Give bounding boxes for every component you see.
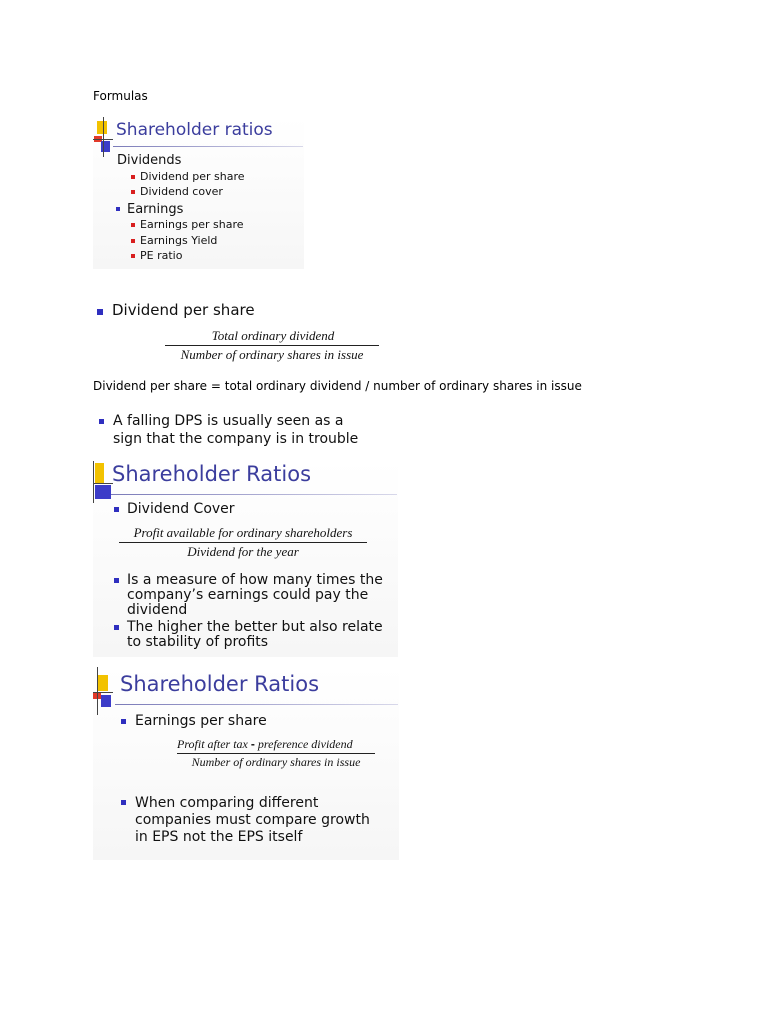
formula-numerator	[177, 737, 353, 752]
bullet-blue	[114, 625, 119, 630]
list-item-dividend-per-share: Dividend per share	[140, 170, 245, 183]
text-line: Is a measure of how many times the	[127, 572, 383, 588]
title-rule	[113, 146, 303, 147]
earnings-label: Earnings	[127, 202, 184, 217]
list-item-pe-ratio: PE ratio	[140, 249, 183, 262]
text-line: The higher the better but also relate	[127, 619, 383, 635]
formula-numerator: Profit available for ordinary shareholders	[133, 525, 353, 540]
slide-falling-dps	[93, 410, 373, 452]
doc-heading: Formulas	[93, 89, 148, 103]
formula-heading: Earnings per share	[135, 713, 267, 729]
bullet-blue	[99, 419, 104, 424]
list-item-earnings-per-share: Earnings per share	[140, 218, 244, 231]
text-line: company’s earnings could pay the	[127, 587, 369, 603]
slide-title: Shareholder ratios	[116, 120, 273, 140]
text-line: A falling DPS is usually seen as a	[113, 413, 344, 429]
bullet-red	[131, 239, 135, 243]
slide-decoration	[93, 461, 113, 503]
text-line: in EPS not the EPS itself	[135, 829, 303, 845]
formula-heading: Dividend Cover	[127, 501, 235, 517]
formula-denominator: Number of ordinary shares in issue	[180, 347, 364, 362]
fraction-bar	[119, 542, 367, 543]
slide-shareholder-ratios-list	[93, 117, 304, 269]
bullet-red	[131, 223, 135, 227]
formula-denominator: Dividend for the year	[187, 544, 299, 559]
bullet-blue	[114, 507, 119, 512]
title-rule	[115, 704, 398, 705]
dividends-label: Dividends	[117, 153, 182, 168]
bullet-red	[131, 254, 135, 258]
text-line: companies must compare growth	[135, 812, 370, 828]
slide-dividend-cover	[93, 461, 398, 657]
bullet-blue	[114, 578, 119, 583]
bullet-blue	[97, 309, 103, 315]
dps-caption: Dividend per share = total ordinary dividend / number of ordinary shares in issue	[93, 379, 582, 393]
bullet-blue	[121, 800, 126, 805]
list-item-dividend-cover: Dividend cover	[140, 185, 223, 198]
slide-dividend-per-share	[93, 297, 383, 367]
slide-decoration	[93, 117, 113, 157]
formula-heading: Dividend per share	[112, 301, 255, 319]
fraction-bar	[177, 753, 375, 754]
text-line: sign that the company is in trouble	[113, 431, 359, 447]
title-rule	[111, 494, 397, 495]
slide-earnings-per-share	[93, 667, 399, 860]
fraction-bar	[165, 345, 379, 346]
text-line: dividend	[127, 602, 188, 618]
text-line: When comparing different	[135, 795, 319, 811]
formula-denominator: Number of ordinary shares in issue	[191, 755, 361, 769]
bullet-red	[131, 175, 135, 179]
slide-title: Shareholder Ratios	[112, 462, 312, 486]
formula-numerator: Total ordinary dividend	[211, 328, 335, 343]
slide-decoration	[93, 667, 113, 715]
text-line: to stability of profits	[127, 634, 269, 650]
minus-operator: -	[250, 737, 255, 751]
bullet-blue	[121, 719, 126, 724]
bullet-red	[131, 190, 135, 194]
slide-title: Shareholder Ratios	[120, 672, 320, 696]
bullet-blue	[116, 207, 120, 211]
numerator-part-b: preference dividend	[257, 737, 353, 751]
numerator-part-a: Profit after tax	[177, 737, 248, 751]
list-item-earnings-yield: Earnings Yield	[140, 234, 218, 247]
